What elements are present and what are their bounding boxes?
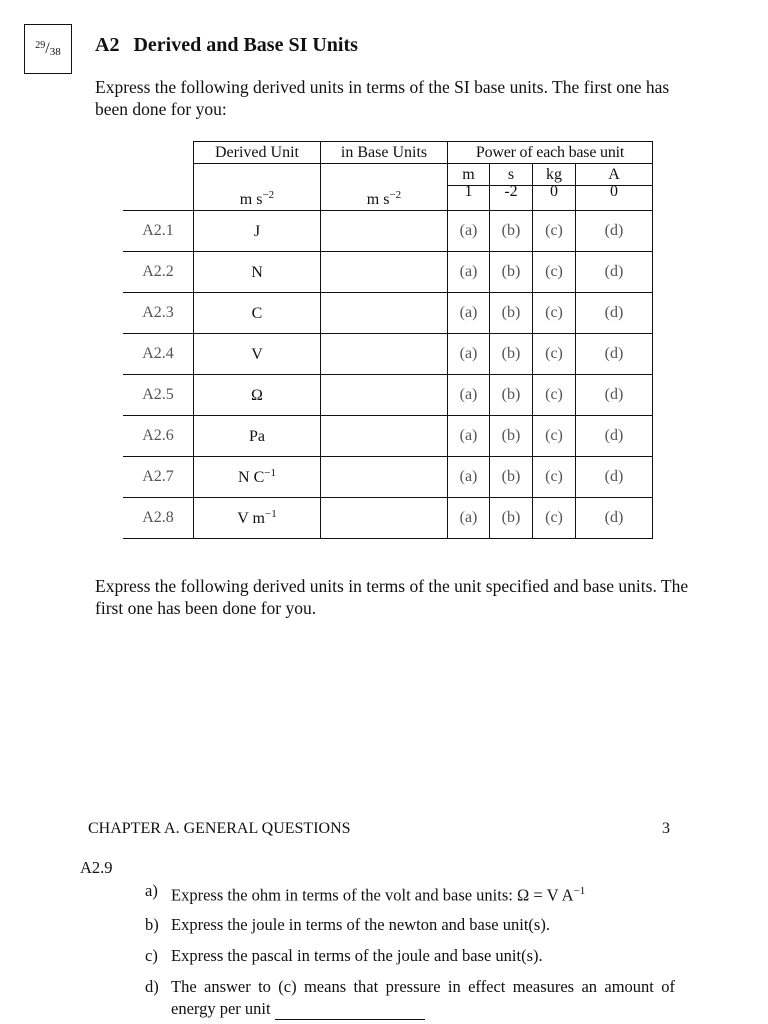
example-power-m: 1	[448, 186, 490, 211]
power-kg-blank[interactable]: (c)	[533, 293, 576, 334]
question-label: A2.9	[80, 858, 113, 877]
base-units-answer[interactable]	[321, 252, 448, 293]
part-text: Express the pascal in terms of the joule and base unit(s).	[171, 946, 543, 965]
units-table	[123, 141, 653, 539]
derived-unit: C	[194, 293, 321, 334]
derived-unit: Pa	[194, 416, 321, 457]
header-derived: Derived Unit	[194, 142, 321, 164]
base-unit-kg: kg	[533, 164, 576, 186]
row-label: A2.4	[123, 334, 194, 375]
base-unit-s: s	[490, 164, 533, 186]
base-units-answer[interactable]	[321, 211, 448, 252]
derived-unit: V	[194, 334, 321, 375]
example-power-kg: 0	[533, 186, 576, 211]
power-s-blank[interactable]: (b)	[490, 375, 533, 416]
power-m-blank[interactable]: (a)	[448, 252, 490, 293]
page-number: 3	[662, 820, 670, 837]
base-unit-m: m	[448, 164, 490, 186]
power-s-blank[interactable]: (b)	[490, 252, 533, 293]
row-label: A2.3	[123, 293, 194, 334]
table-row	[123, 375, 653, 416]
power-kg-blank[interactable]: (c)	[533, 498, 576, 539]
example-power-a: 0	[576, 186, 653, 211]
row-label: A2.5	[123, 375, 194, 416]
power-a-blank[interactable]: (d)	[576, 211, 653, 252]
header-power: Power of each base unit	[448, 142, 653, 164]
power-kg-blank[interactable]: (c)	[533, 252, 576, 293]
power-m-blank[interactable]: (a)	[448, 211, 490, 252]
table-row	[123, 211, 653, 252]
part-text: The answer to (c) means that pressure in effect measures an amount of energy per unit	[171, 977, 675, 1018]
example-power-s: -2	[490, 186, 533, 211]
power-a-blank[interactable]: (d)	[576, 416, 653, 457]
power-m-blank[interactable]: (a)	[448, 457, 490, 498]
table-row	[123, 252, 653, 293]
example-base: m $s^{-2}$	[321, 186, 448, 211]
table-row	[123, 498, 653, 539]
base-units-answer[interactable]	[321, 334, 448, 375]
power-s-blank[interactable]: (b)	[490, 293, 533, 334]
answer-blank[interactable]	[275, 1003, 425, 1020]
part-text: Express the ohm in terms of the volt and base units: Ω = V $A^{-1}$	[171, 885, 586, 905]
section-number: A2	[95, 34, 120, 56]
row-label: A2.8	[123, 498, 194, 539]
power-a-blank[interactable]: (d)	[576, 375, 653, 416]
base-units-answer[interactable]	[321, 375, 448, 416]
derived-unit: Ω	[194, 375, 321, 416]
power-kg-blank[interactable]: (c)	[533, 375, 576, 416]
power-kg-blank[interactable]: (c)	[533, 211, 576, 252]
table-row	[123, 416, 653, 457]
part-letter: b)	[145, 915, 159, 934]
power-m-blank[interactable]: (a)	[448, 416, 490, 457]
chapter-heading: CHAPTER A. GENERAL QUESTIONS	[88, 820, 351, 837]
power-m-blank[interactable]: (a)	[448, 375, 490, 416]
example-row	[123, 186, 653, 211]
power-a-blank[interactable]: (d)	[576, 457, 653, 498]
base-unit-row	[123, 164, 653, 186]
score-earned: 29	[35, 39, 46, 51]
power-a-blank[interactable]: (d)	[576, 498, 653, 539]
instructions-2: Express the following derived units in terms of the unit specified and base units. The first one has been done for you.	[95, 576, 689, 618]
derived-unit: V $m^{-1}$	[194, 498, 321, 539]
header-base: in Base Units	[321, 142, 448, 164]
base-units-answer[interactable]	[321, 457, 448, 498]
base-units-answer[interactable]	[321, 293, 448, 334]
score-box	[24, 24, 72, 74]
table-row	[123, 457, 653, 498]
power-m-blank[interactable]: (a)	[448, 334, 490, 375]
derived-unit: N $C^{-1}$	[194, 457, 321, 498]
row-label: A2.2	[123, 252, 194, 293]
power-kg-blank[interactable]: (c)	[533, 457, 576, 498]
question-part-d	[145, 976, 675, 1020]
table-row	[123, 293, 653, 334]
power-s-blank[interactable]: (b)	[490, 416, 533, 457]
row-label: A2.7	[123, 457, 194, 498]
question-part-a	[145, 880, 675, 907]
derived-unit: J	[194, 211, 321, 252]
base-unit-a: A	[576, 164, 653, 186]
section-title	[95, 34, 358, 57]
score-total: 38	[49, 46, 61, 58]
base-units-answer[interactable]	[321, 498, 448, 539]
power-kg-blank[interactable]: (c)	[533, 334, 576, 375]
part-letter: c)	[145, 946, 158, 965]
row-label: A2.1	[123, 211, 194, 252]
part-letter: d)	[145, 977, 159, 996]
power-a-blank[interactable]: (d)	[576, 334, 653, 375]
power-m-blank[interactable]: (a)	[448, 293, 490, 334]
header-row	[123, 142, 653, 164]
example-derived: m $s^{-2}$	[194, 186, 321, 211]
header-empty	[123, 142, 194, 164]
part-letter: a)	[145, 881, 158, 900]
part-text: Express the joule in terms of the newton and base unit(s).	[171, 915, 550, 934]
power-s-blank[interactable]: (b)	[490, 211, 533, 252]
power-m-blank[interactable]: (a)	[448, 498, 490, 539]
section-title-text: Derived and Base SI Units	[133, 34, 358, 56]
table-row	[123, 334, 653, 375]
question-part-c	[145, 945, 675, 967]
power-s-blank[interactable]: (b)	[490, 457, 533, 498]
power-a-blank[interactable]: (d)	[576, 252, 653, 293]
intro-text: Express the following derived units in terms of the SI base units. The first one has been done for you:	[95, 77, 670, 119]
power-s-blank[interactable]: (b)	[490, 498, 533, 539]
base-units-answer[interactable]	[321, 416, 448, 457]
row-label: A2.6	[123, 416, 194, 457]
derived-unit: N	[194, 252, 321, 293]
power-a-blank[interactable]: (d)	[576, 293, 653, 334]
power-s-blank[interactable]: (b)	[490, 334, 533, 375]
power-kg-blank[interactable]: (c)	[533, 416, 576, 457]
score-slash: /	[45, 40, 50, 57]
question-part-b	[145, 914, 675, 936]
